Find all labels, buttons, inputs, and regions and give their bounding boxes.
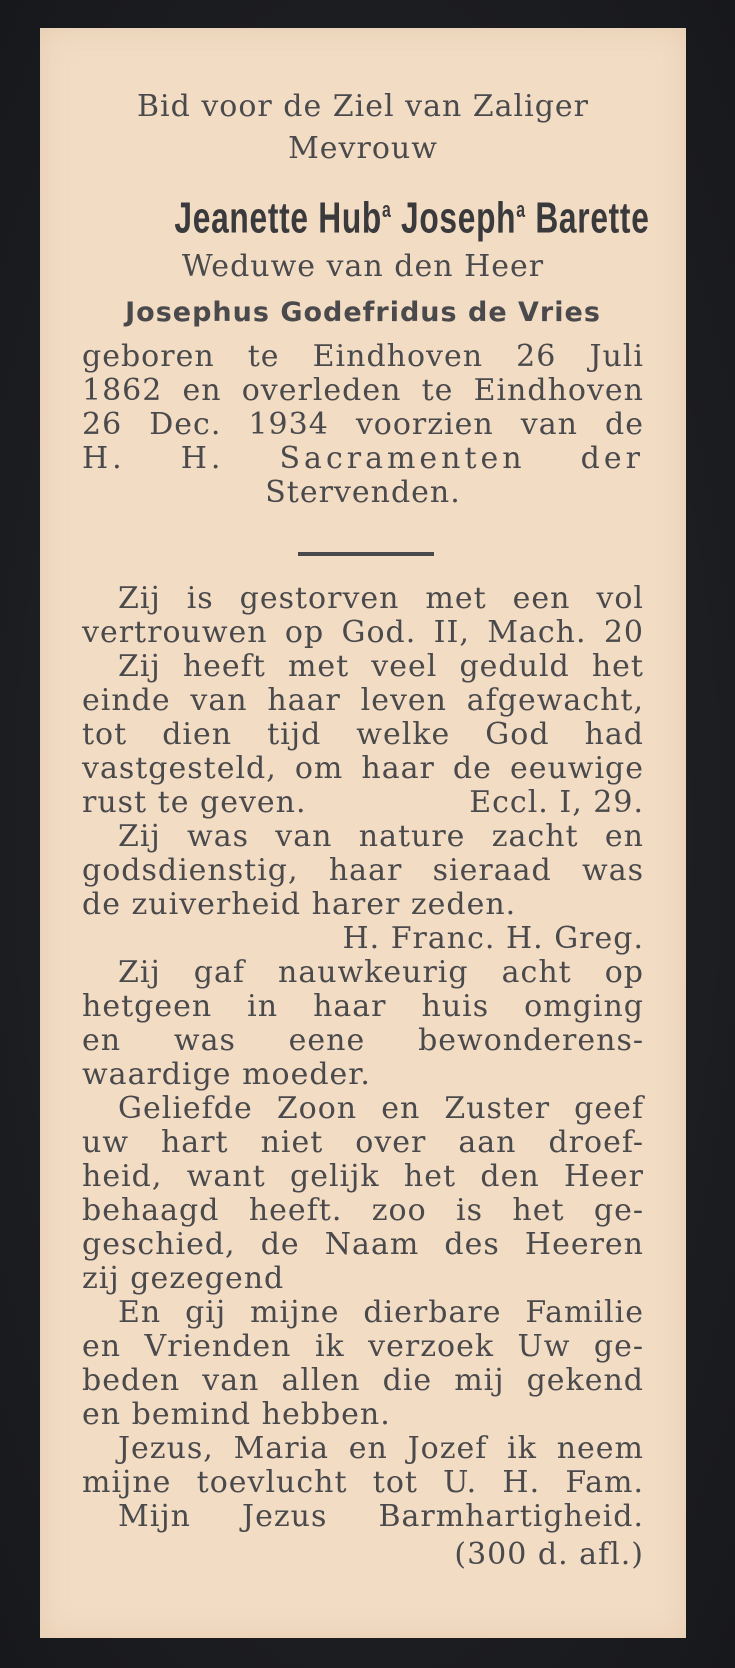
body-line-9: godsdienstig, haar sieraad was [82,853,644,888]
body-line-14: en was eene bewonderens- [82,1023,644,1058]
title-mevrouw: Mevrouw [288,131,438,166]
body-line-22: En gij mijne dierbare Familie [118,1295,644,1330]
body-line-19: behaagd heeft. zoo is het ge- [82,1193,644,1228]
divider-rule [298,552,434,556]
body-line-27: mijne toevlucht tot U. H. Fam. [82,1465,644,1500]
body-line-15: waardige moeder. [82,1057,371,1092]
deceased-name [82,178,650,243]
body-line-7: rust te geven. [82,785,307,820]
dates-line-3: 26 Dec. 1934 voorzien van de [82,407,644,442]
body-line-26: Jezus, Maria en Jozef ik neem [118,1431,644,1466]
husband-name: Josephus Godefridus de Vries [125,297,601,328]
body-line-4: einde van haar leven afgewacht, [82,683,644,718]
body-line-23: en Vrienden ik verzoek Uw ge- [82,1329,644,1364]
dates-line-5: Stervenden. [265,475,461,510]
body-line-20: geschied, de Naam des Heeren [82,1227,644,1262]
dates-line-1: geboren te Eindhoven 26 Juli [82,339,644,374]
body-line-16: Geliefde Zoon en Zuster geef [118,1091,644,1126]
body-line-12: Zij gaf nauwkeurig acht op [118,955,644,990]
body-line-11: H. Franc. H. Greg. [342,921,644,956]
body-line-1: Zij is gestorven met een vol [118,581,644,616]
prayer-card [40,28,686,1638]
dates-line-2: 1862 en overleden te Eindhoven [82,373,644,408]
body-line-2: vertrouwen op God. II, Mach. 20 [82,615,644,650]
name-part-first: Jeanette Hub [174,193,382,243]
body-line-24: beden van allen die mij gekend [82,1363,644,1398]
body-line-18: heid, want gelijk het den Heer [82,1159,644,1194]
widow-of: Weduwe van den Heer [181,249,545,284]
name-superscript-1: a [381,197,392,222]
body-line-7-ref: Eccl. I, 29. [469,785,644,820]
indulgence-note: (300 d. afl.) [454,1537,644,1572]
body-line-8: Zij was van nature zacht en [118,819,644,854]
body-line-6: vastgesteld, om haar de eeuwige [82,751,644,786]
body-line-21: zij gezegend [82,1261,285,1296]
name-part-last: Barette [525,193,650,243]
prayer-intro: Bid voor de Ziel van Zaliger [136,89,590,124]
body-line-17: uw hart niet over aan droef- [82,1125,644,1160]
name-part-middle: Joseph [391,193,517,243]
body-line-28: Mijn Jezus Barmhartigheid. [118,1499,644,1534]
body-line-5: tot dien tijd welke God had [82,717,644,752]
body-line-13: hetgeen in haar huis omging [82,989,644,1024]
body-line-10: de zuiverheid harer zeden. [82,887,517,922]
body-line-25: en bemind hebben. [82,1397,391,1432]
dates-line-4: H. H. Sacramenten der [82,441,644,476]
body-line-3: Zij heeft met veel geduld het [118,649,644,684]
name-superscript-2: a [516,197,526,222]
